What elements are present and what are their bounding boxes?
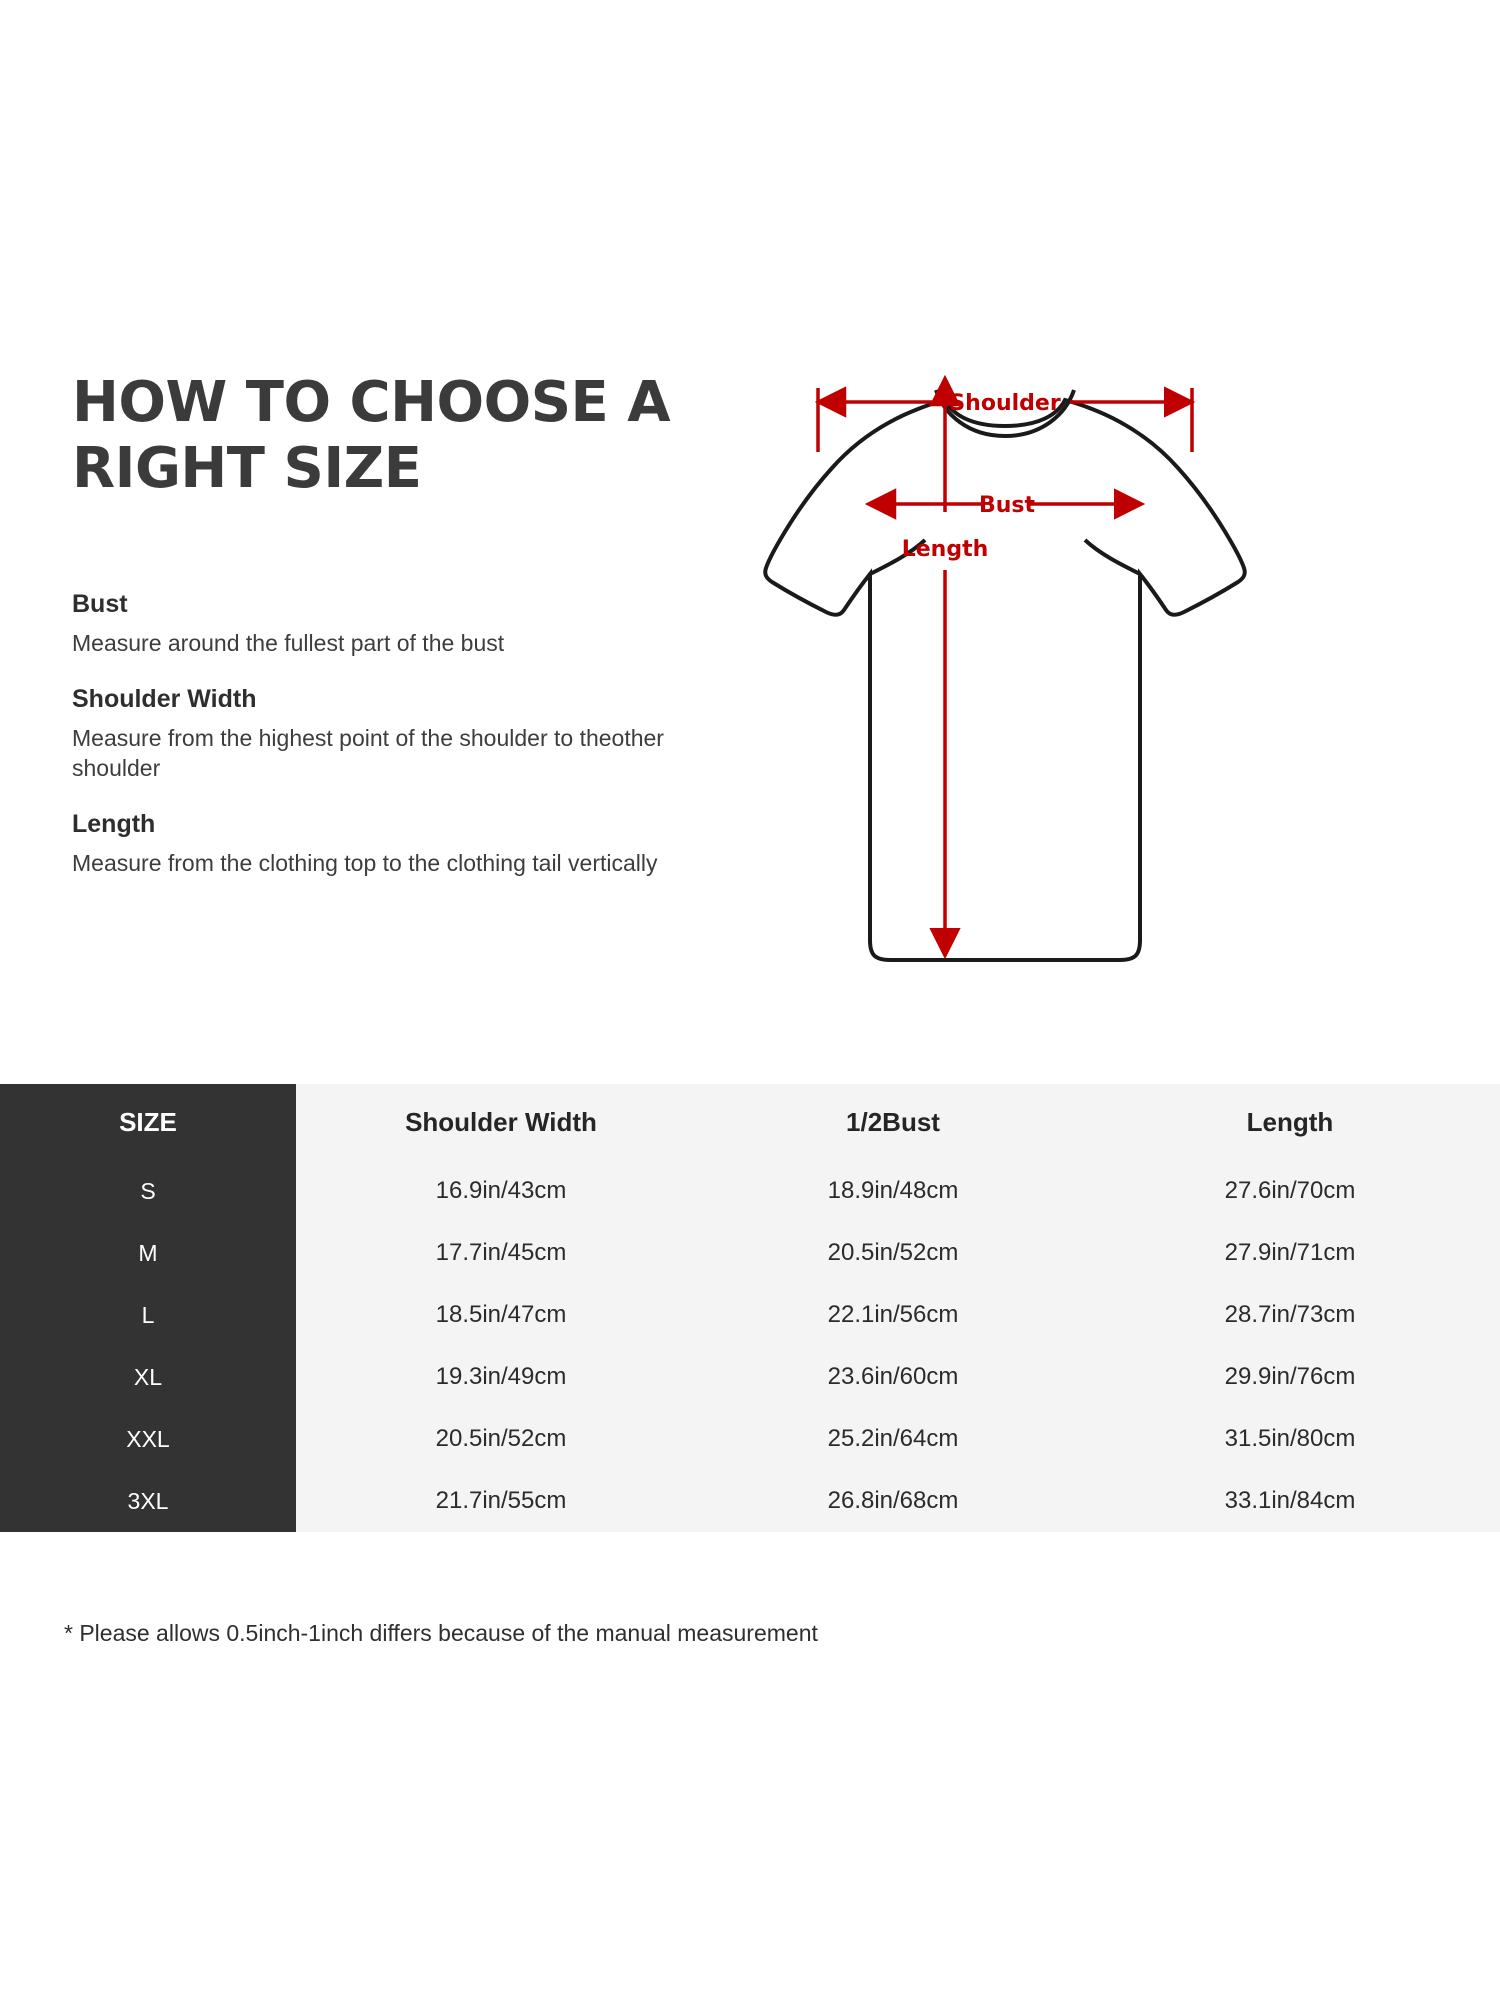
cell-size: XXL <box>0 1408 296 1470</box>
tshirt-outline <box>765 400 1245 960</box>
column-header-size: SIZE <box>0 1084 296 1160</box>
cell-half-bust: 22.1in/56cm <box>706 1284 1080 1346</box>
cell-size: L <box>0 1284 296 1346</box>
cell-shoulder-width: 21.7in/55cm <box>296 1470 706 1532</box>
cell-length: 33.1in/84cm <box>1080 1470 1500 1532</box>
cell-half-bust: 18.9in/48cm <box>706 1160 1080 1222</box>
size-chart-table <box>0 1084 1500 1532</box>
measurement-footnote: * Please allows 0.5inch-1inch differs because of the manual measurement <box>64 1620 818 1646</box>
cell-half-bust: 25.2in/64cm <box>706 1408 1080 1470</box>
cell-length: 28.7in/73cm <box>1080 1284 1500 1346</box>
cell-length: 29.9in/76cm <box>1080 1346 1500 1408</box>
cell-length: 27.6in/70cm <box>1080 1160 1500 1222</box>
page-title: HOW TO CHOOSE A RIGHT SIZE <box>72 370 671 502</box>
definition-bust <box>72 590 692 659</box>
definition-term: Bust <box>72 590 128 618</box>
bust-label: Bust <box>978 493 1036 518</box>
shoulder-label: Shoulder <box>949 391 1061 416</box>
tshirt-measurement-diagram <box>740 340 1400 1040</box>
measurement-definitions <box>72 590 692 904</box>
cell-half-bust: 26.8in/68cm <box>706 1470 1080 1532</box>
cell-size: XL <box>0 1346 296 1408</box>
table-row <box>0 1408 1500 1470</box>
top-section <box>0 340 1500 1080</box>
definition-text: Measure from the highest point of the shoulder to theother shoulder <box>72 724 664 782</box>
cell-shoulder-width: 18.5in/47cm <box>296 1284 706 1346</box>
cell-half-bust: 20.5in/52cm <box>706 1222 1080 1284</box>
table-row <box>0 1160 1500 1222</box>
cell-half-bust: 23.6in/60cm <box>706 1346 1080 1408</box>
definition-term: Length <box>72 809 156 838</box>
cell-shoulder-width: 17.7in/45cm <box>296 1222 706 1284</box>
definition-term: Shoulder Width <box>72 684 257 713</box>
column-header-shoulder-width: Shoulder Width <box>296 1084 706 1160</box>
length-label: Length <box>901 537 989 562</box>
cell-size: 3XL <box>0 1470 296 1532</box>
table-row <box>0 1346 1500 1408</box>
table-row <box>0 1470 1500 1532</box>
table-row <box>0 1222 1500 1284</box>
size-chart-table-wrapper <box>0 1084 1500 1558</box>
table-header-row <box>0 1084 1500 1160</box>
table-row <box>0 1284 1500 1346</box>
cell-length: 31.5in/80cm <box>1080 1408 1500 1470</box>
cell-shoulder-width: 20.5in/52cm <box>296 1408 706 1470</box>
column-header-half-bust: 1/2Bust <box>706 1084 1080 1160</box>
cell-shoulder-width: 16.9in/43cm <box>296 1160 706 1222</box>
cell-length: 27.9in/71cm <box>1080 1222 1500 1284</box>
cell-shoulder-width: 19.3in/49cm <box>296 1346 706 1408</box>
definition-length <box>72 810 692 879</box>
column-header-length: Length <box>1080 1084 1500 1160</box>
cell-size: M <box>0 1222 296 1284</box>
cell-size: S <box>0 1160 296 1222</box>
definition-text: Measure around the fullest part of the bust <box>72 630 505 656</box>
definition-text: Measure from the clothing top to the clothing tail vertically <box>72 849 658 876</box>
definition-shoulder-width <box>72 685 692 784</box>
